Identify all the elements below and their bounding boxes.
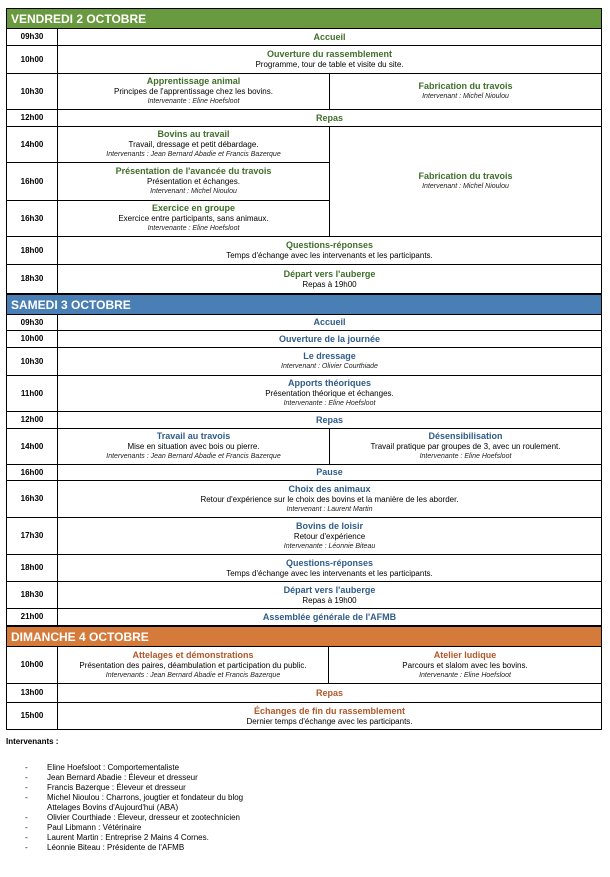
event-cell xyxy=(58,348,602,376)
event-speaker: Intervenant : Michel Nioulou xyxy=(422,93,509,100)
event-desc: Temps d'échange avec les intervenants et les participants. xyxy=(226,251,433,260)
event-cell xyxy=(58,29,602,46)
time-cell: 15h00 xyxy=(7,703,58,730)
event-speaker: Intervenant : Michel Nioulou xyxy=(150,188,237,195)
event-title: Fabrication du travois xyxy=(418,81,513,91)
event-desc: Présentation théorique et échanges. xyxy=(265,389,394,398)
list-item: - Jean Bernard Abadie : Éleveur et dresseur xyxy=(25,773,198,782)
event-title: Repas xyxy=(315,112,343,123)
table-row xyxy=(7,429,602,465)
time-cell: 18h30 xyxy=(7,582,58,609)
event-title: Pause xyxy=(316,467,343,477)
table-row xyxy=(7,74,602,110)
event-desc: Travail pratique par groupes de 3, avec un roulement. xyxy=(370,442,561,451)
time-cell: 14h00 xyxy=(7,127,58,163)
table-row xyxy=(7,465,602,481)
time-cell: 09h30 xyxy=(7,315,58,331)
event-title: Repas xyxy=(315,687,343,698)
event-title: Le dressage xyxy=(303,351,356,361)
day-table-sunday xyxy=(6,646,602,730)
event-cell-left xyxy=(58,127,330,163)
time-cell: 16h30 xyxy=(7,201,58,237)
event-desc: Repas à 19h00 xyxy=(302,595,357,605)
time-cell: 09h30 xyxy=(7,29,58,46)
table-row xyxy=(7,684,602,703)
event-title: Questions-réponses xyxy=(285,240,374,250)
event-cell xyxy=(58,315,602,331)
event-speaker: Intervenants : Jean Bernard Abadie et Francis Bazerque xyxy=(106,453,281,460)
event-cell xyxy=(58,110,602,127)
event-speaker: Intervenante : Eline Hoefsloot xyxy=(419,671,511,679)
event-speaker: Intervenante : Eline Hoefsloot xyxy=(283,400,376,407)
day-table-friday xyxy=(6,28,602,294)
event-cell-left xyxy=(58,429,330,465)
table-row xyxy=(7,376,602,412)
list-item: - Eline Hoefsloot : Comportementaliste xyxy=(25,763,180,772)
event-cell-right xyxy=(330,127,602,237)
table-row xyxy=(7,518,602,555)
table-row xyxy=(7,315,602,331)
event-title: Ouverture de la journée xyxy=(278,333,381,344)
time-cell: 21h00 xyxy=(7,609,58,626)
event-cell-left xyxy=(58,74,330,110)
event-title: Atelier ludique xyxy=(433,649,497,660)
event-cell-left xyxy=(58,201,330,237)
event-desc: Présentation des paires, déambulation et participation du public. xyxy=(79,660,307,670)
event-cell xyxy=(58,703,602,730)
event-title: Échanges de fin du rassemblement xyxy=(253,705,406,716)
event-title: Départ vers l'auberge xyxy=(283,268,376,279)
table-row xyxy=(7,481,602,518)
event-title: Questions-réponses xyxy=(285,557,374,568)
event-cell xyxy=(58,518,602,555)
day-header-saturday: SAMEDI 3 OCTOBRE xyxy=(6,294,602,314)
event-title: Attelages et démonstrations xyxy=(132,649,254,660)
list-item: - Michel Nioulou : Charrons, jougtier et fondateur du blog xyxy=(25,793,244,802)
table-row xyxy=(7,348,602,376)
list-item: - Francis Bazerque : Éleveur et dresseur xyxy=(25,783,186,792)
table-row xyxy=(7,412,602,429)
list-item: - Olivier Courthiade : Éleveur, dresseur et zootechnicien xyxy=(25,813,240,822)
event-title: Assemblée générale de l'AFMB xyxy=(262,611,397,622)
event-speaker: Intervenante : Léonnie Biteau xyxy=(283,542,376,550)
event-desc: Parcours et slalom avec les bovins. xyxy=(402,660,528,670)
time-cell: 10h30 xyxy=(7,74,58,110)
event-desc: Repas à 19h00 xyxy=(302,279,357,289)
event-speaker: Intervenante : Eline Hoefsloot xyxy=(419,453,512,460)
event-cell-right xyxy=(330,429,602,465)
legend-title: Intervenants : xyxy=(6,737,59,746)
event-speaker: Intervenants : Jean Bernard Abadie et Francis Bazerque xyxy=(106,151,281,158)
event-cell-right xyxy=(329,647,602,684)
event-desc: Retour d'expérience sur le choix des bovins et la manière de les aborder. xyxy=(200,494,459,504)
event-desc: Présentation et échanges. xyxy=(147,177,240,186)
event-cell xyxy=(58,684,602,703)
time-cell: 10h00 xyxy=(7,331,58,348)
time-cell: 18h00 xyxy=(7,555,58,582)
event-cell xyxy=(58,331,602,348)
table-row xyxy=(7,46,602,74)
list-item: Attelages Bovins d'Aujourd'hui (ABA) xyxy=(47,803,179,812)
table-row xyxy=(7,331,602,348)
list-item: - Laurent Martin : Entreprise 2 Mains 4 Cornes. xyxy=(25,833,209,842)
event-title: Choix des animaux xyxy=(288,483,371,494)
event-title: Désensibilisation xyxy=(428,431,503,441)
event-speaker: Intervenant : Laurent Martin xyxy=(286,505,373,513)
time-cell: 11h00 xyxy=(7,376,58,412)
speakers-list xyxy=(6,763,243,853)
event-desc: Exercice entre participants, sans animaux. xyxy=(118,214,269,223)
event-speaker: Intervenants : Jean Bernard Abadie et Francis Bazerque xyxy=(105,671,281,679)
event-cell xyxy=(58,46,602,74)
event-title: Départ vers l'auberge xyxy=(283,584,376,595)
day-header-friday: VENDREDI 2 OCTOBRE xyxy=(6,8,602,28)
event-cell xyxy=(58,412,602,429)
event-cell-left xyxy=(58,163,330,201)
event-title: Accueil xyxy=(313,31,346,42)
day-table-saturday xyxy=(6,314,602,626)
time-cell: 18h00 xyxy=(7,237,58,265)
table-row xyxy=(7,127,602,163)
time-cell: 13h00 xyxy=(7,684,58,703)
time-cell: 16h00 xyxy=(7,465,58,481)
event-cell-left xyxy=(58,647,329,684)
event-cell xyxy=(58,582,602,609)
event-title: Bovins de loisir xyxy=(295,520,364,531)
event-title: Apports théoriques xyxy=(287,378,371,388)
event-title: Apprentissage animal xyxy=(146,76,241,86)
event-title: Ouverture du rassemblement xyxy=(266,49,393,59)
event-desc: Programme, tour de table et visite du site. xyxy=(255,60,404,69)
event-title: Fabrication du travois xyxy=(418,171,513,181)
event-desc: Travail, dressage et petit débardage. xyxy=(128,140,259,149)
time-cell: 12h00 xyxy=(7,412,58,429)
event-cell xyxy=(58,265,602,294)
time-cell: 10h30 xyxy=(7,348,58,376)
event-desc: Principes de l'apprentissage chez les bovins. xyxy=(114,87,273,96)
event-cell xyxy=(58,465,602,481)
event-cell xyxy=(58,376,602,412)
event-speaker: Intervenant : Michel Nioulou xyxy=(422,183,509,190)
table-row xyxy=(7,609,602,626)
event-title: Exercice en groupe xyxy=(151,203,236,213)
event-desc: Mise en situation avec bois ou pierre. xyxy=(127,442,260,451)
table-row xyxy=(7,237,602,265)
time-cell: 10h00 xyxy=(7,647,58,684)
event-speaker: Intervenante : Eline Hoefsloot xyxy=(147,98,240,105)
event-cell xyxy=(58,555,602,582)
day-header-sunday: DIMANCHE 4 OCTOBRE xyxy=(6,626,602,646)
list-item: - Léonnie Biteau : Présidente de l'AFMB xyxy=(25,843,185,852)
event-speaker: Intervenant : Olivier Courthiade xyxy=(281,363,378,370)
event-cell xyxy=(58,481,602,518)
event-title: Accueil xyxy=(313,317,346,327)
event-title: Repas xyxy=(315,414,343,425)
event-title: Bovins au travail xyxy=(157,129,230,139)
event-cell-right xyxy=(330,74,602,110)
event-cell xyxy=(58,237,602,265)
table-row xyxy=(7,647,602,684)
table-row xyxy=(7,110,602,127)
time-cell: 10h00 xyxy=(7,46,58,74)
time-cell: 18h30 xyxy=(7,265,58,294)
event-desc: Temps d'échange avec les intervenants et les participants. xyxy=(226,568,433,578)
event-title: Travail au travois xyxy=(156,431,231,441)
table-row xyxy=(7,29,602,46)
table-row xyxy=(7,555,602,582)
speakers-legend xyxy=(6,737,243,853)
event-title: Présentation de l'avancée du travois xyxy=(115,166,272,176)
list-item: - Paul Libmann : Vétérinaire xyxy=(25,823,142,832)
time-cell: 16h30 xyxy=(7,481,58,518)
time-cell: 12h00 xyxy=(7,110,58,127)
schedule xyxy=(6,8,602,730)
event-cell xyxy=(58,609,602,626)
time-cell: 16h00 xyxy=(7,163,58,201)
time-cell: 14h00 xyxy=(7,429,58,465)
event-speaker: Intervenante : Eline Hoefsloot xyxy=(147,225,240,232)
event-desc: Dernier temps d'échange avec les participants. xyxy=(246,716,413,726)
table-row xyxy=(7,582,602,609)
table-row xyxy=(7,703,602,730)
table-row xyxy=(7,265,602,294)
time-cell: 17h30 xyxy=(7,518,58,555)
event-desc: Retour d'expérience xyxy=(293,531,366,541)
